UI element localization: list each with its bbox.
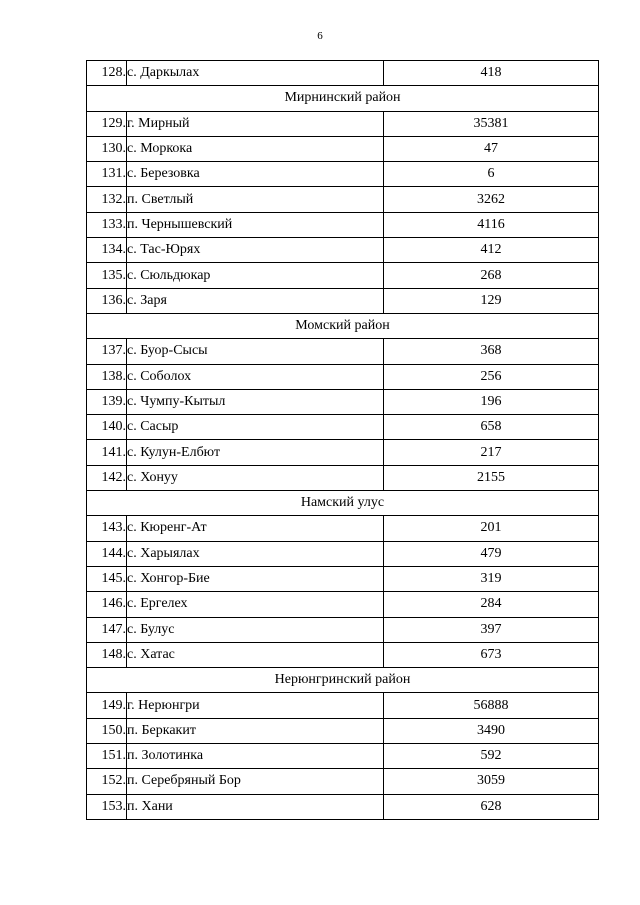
population-value: 4116 — [384, 212, 599, 237]
population-value: 56888 — [384, 693, 599, 718]
row-number: 139. — [87, 389, 127, 414]
table-row — [87, 617, 599, 642]
population-value: 397 — [384, 617, 599, 642]
settlement-name: с. Даркылах — [127, 61, 384, 86]
settlement-name: с. Хонуу — [127, 465, 384, 490]
row-number: 144. — [87, 541, 127, 566]
table-row — [87, 744, 599, 769]
district-header-row — [87, 313, 599, 338]
settlement-name: с. Заря — [127, 288, 384, 313]
population-value: 129 — [384, 288, 599, 313]
table-row — [87, 111, 599, 136]
settlement-name: с. Хатас — [127, 642, 384, 667]
row-number: 140. — [87, 415, 127, 440]
row-number: 148. — [87, 642, 127, 667]
population-value: 673 — [384, 642, 599, 667]
district-header-row — [87, 86, 599, 111]
table-row — [87, 339, 599, 364]
population-value: 479 — [384, 541, 599, 566]
settlement-name: с. Сасыр — [127, 415, 384, 440]
table-row — [87, 642, 599, 667]
settlement-name: с. Булус — [127, 617, 384, 642]
population-value: 319 — [384, 566, 599, 591]
row-number: 143. — [87, 516, 127, 541]
page-number: 6 — [317, 30, 323, 42]
table-row — [87, 61, 599, 86]
settlement-name: п. Беркакит — [127, 718, 384, 743]
row-number: 138. — [87, 364, 127, 389]
settlement-name: с. Моркока — [127, 136, 384, 161]
population-value: 3059 — [384, 769, 599, 794]
population-value: 368 — [384, 339, 599, 364]
row-number: 147. — [87, 617, 127, 642]
district-title: Момский район — [87, 313, 599, 338]
settlement-name: п. Светлый — [127, 187, 384, 212]
table-row — [87, 162, 599, 187]
row-number: 146. — [87, 592, 127, 617]
settlement-name: с. Кулун-Елбют — [127, 440, 384, 465]
row-number: 129. — [87, 111, 127, 136]
row-number: 149. — [87, 693, 127, 718]
population-value: 592 — [384, 744, 599, 769]
settlement-name: п. Хани — [127, 794, 384, 819]
district-header-row — [87, 668, 599, 693]
row-number: 133. — [87, 212, 127, 237]
table-row — [87, 794, 599, 819]
settlement-name: с. Сюльдюкар — [127, 263, 384, 288]
row-number: 130. — [87, 136, 127, 161]
table-row — [87, 693, 599, 718]
population-value: 3262 — [384, 187, 599, 212]
table-row — [87, 516, 599, 541]
settlement-name: п. Чернышевский — [127, 212, 384, 237]
row-number: 151. — [87, 744, 127, 769]
population-value: 418 — [384, 61, 599, 86]
district-title: Намский улус — [87, 491, 599, 516]
settlement-name: с. Буор-Сысы — [127, 339, 384, 364]
settlements-table — [86, 60, 599, 820]
table-row — [87, 212, 599, 237]
population-value: 47 — [384, 136, 599, 161]
settlements-table-body — [87, 61, 599, 820]
row-number: 150. — [87, 718, 127, 743]
table-row — [87, 718, 599, 743]
table-row — [87, 389, 599, 414]
row-number: 134. — [87, 238, 127, 263]
population-value: 217 — [384, 440, 599, 465]
district-title: Мирнинский район — [87, 86, 599, 111]
settlement-name: с. Чумпу-Кытыл — [127, 389, 384, 414]
population-value: 2155 — [384, 465, 599, 490]
settlement-name: с. Хонгор-Бие — [127, 566, 384, 591]
row-number: 136. — [87, 288, 127, 313]
table-row — [87, 263, 599, 288]
row-number: 141. — [87, 440, 127, 465]
district-title: Нерюнгринский район — [87, 668, 599, 693]
row-number: 142. — [87, 465, 127, 490]
table-row — [87, 465, 599, 490]
population-value: 412 — [384, 238, 599, 263]
settlement-name: с. Березовка — [127, 162, 384, 187]
settlement-name: п. Серебряный Бор — [127, 769, 384, 794]
settlement-name: п. Золотинка — [127, 744, 384, 769]
row-number: 128. — [87, 61, 127, 86]
row-number: 153. — [87, 794, 127, 819]
population-value: 268 — [384, 263, 599, 288]
row-number: 152. — [87, 769, 127, 794]
row-number: 132. — [87, 187, 127, 212]
population-value: 284 — [384, 592, 599, 617]
row-number: 135. — [87, 263, 127, 288]
row-number: 137. — [87, 339, 127, 364]
population-value: 196 — [384, 389, 599, 414]
table-row — [87, 769, 599, 794]
settlement-name: г. Нерюнгри — [127, 693, 384, 718]
table-row — [87, 541, 599, 566]
settlement-name: с. Соболох — [127, 364, 384, 389]
population-value: 628 — [384, 794, 599, 819]
settlement-name: г. Мирный — [127, 111, 384, 136]
table-row — [87, 440, 599, 465]
settlement-name: с. Кюренг-Ат — [127, 516, 384, 541]
table-row — [87, 238, 599, 263]
table-row — [87, 288, 599, 313]
population-value: 256 — [384, 364, 599, 389]
population-value: 35381 — [384, 111, 599, 136]
settlement-name: с. Тас-Юрях — [127, 238, 384, 263]
row-number: 145. — [87, 566, 127, 591]
district-header-row — [87, 491, 599, 516]
table-row — [87, 136, 599, 161]
population-value: 201 — [384, 516, 599, 541]
table-row — [87, 415, 599, 440]
table-row — [87, 566, 599, 591]
settlement-name: с. Харыялах — [127, 541, 384, 566]
population-value: 6 — [384, 162, 599, 187]
population-value: 3490 — [384, 718, 599, 743]
row-number: 131. — [87, 162, 127, 187]
table-row — [87, 187, 599, 212]
settlement-name: с. Ергелех — [127, 592, 384, 617]
table-row — [87, 592, 599, 617]
population-value: 658 — [384, 415, 599, 440]
table-row — [87, 364, 599, 389]
